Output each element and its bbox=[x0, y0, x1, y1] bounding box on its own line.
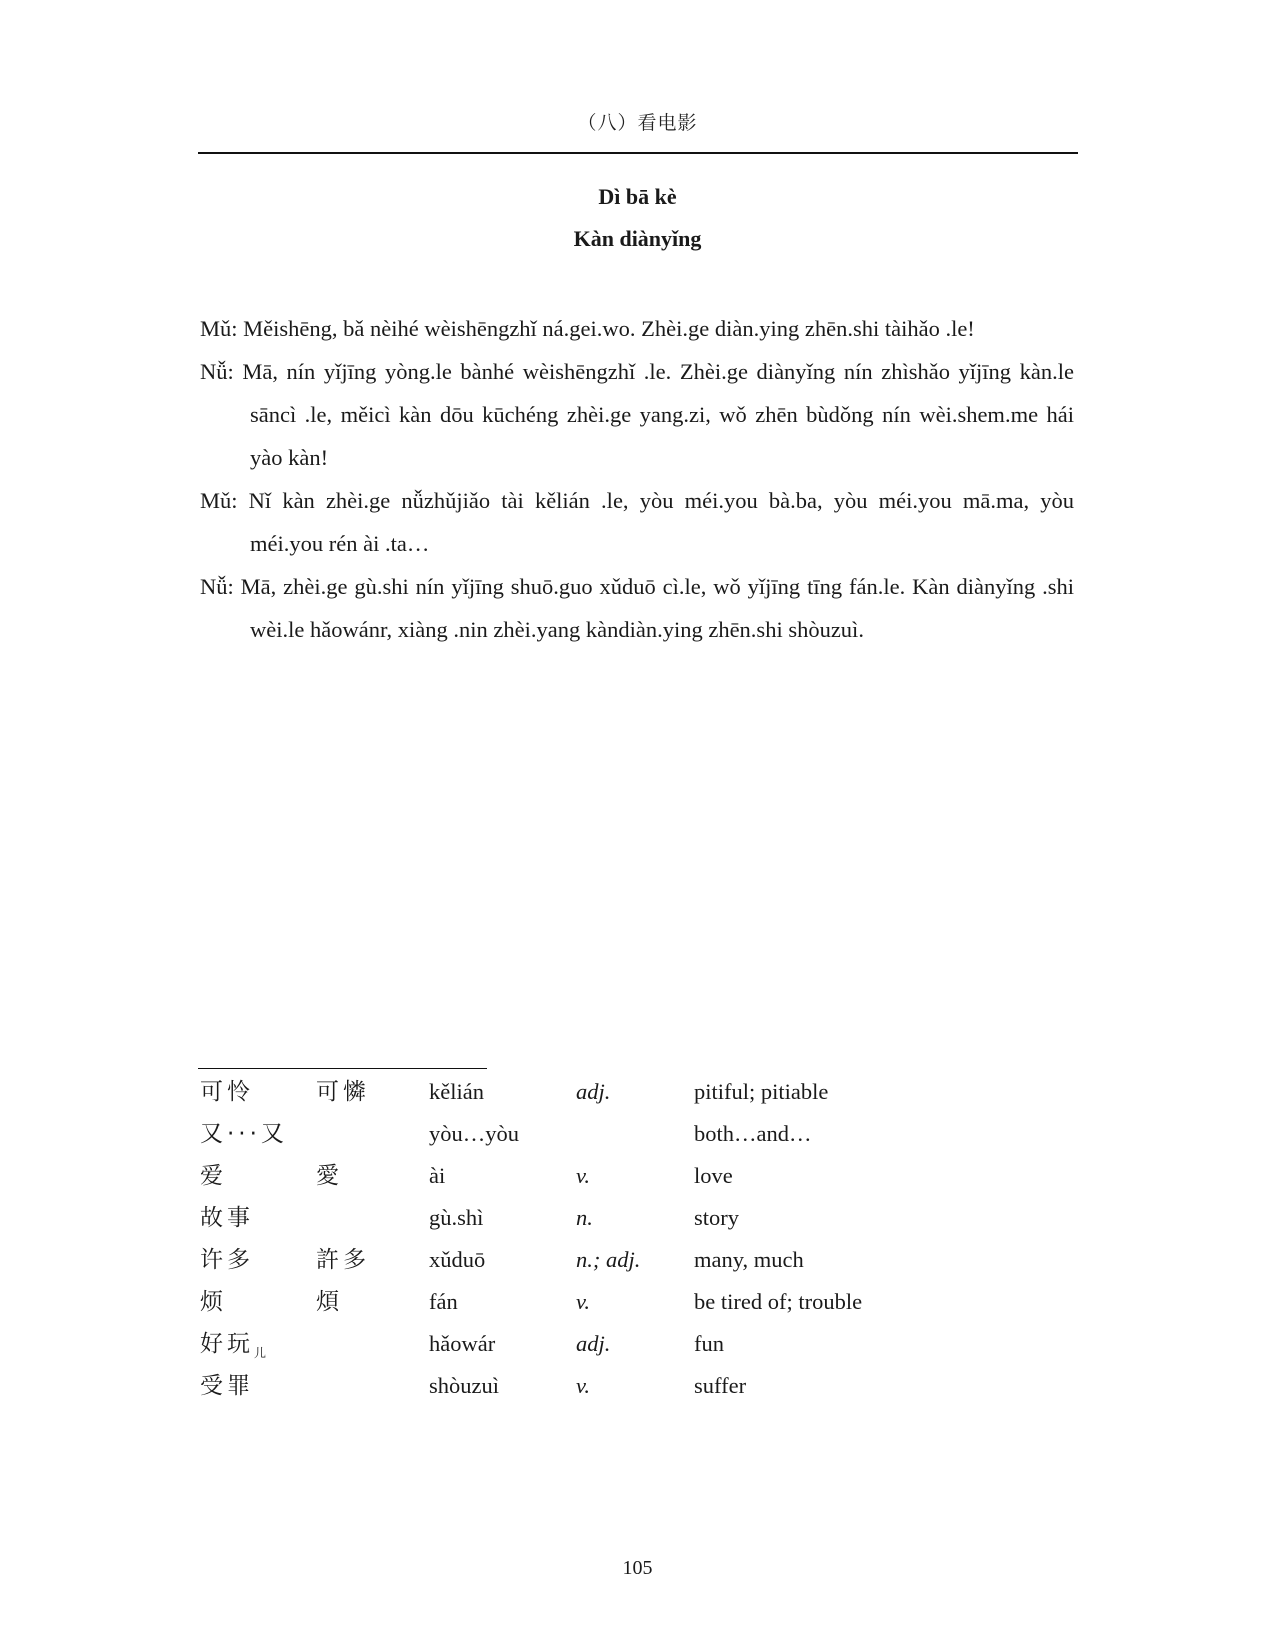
vocab-row bbox=[200, 1242, 920, 1284]
dialogue-turn bbox=[200, 350, 1074, 479]
vocab-pinyin: yòu…yòu bbox=[429, 1121, 519, 1146]
vocab-english: pitiful; pitiable bbox=[694, 1079, 829, 1104]
vocab-part-of-speech: adj. bbox=[576, 1331, 611, 1356]
dialogue-turn bbox=[200, 307, 1074, 350]
vocab-simplified: 受罪 bbox=[200, 1373, 254, 1399]
running-head: （八）看电影 bbox=[577, 113, 698, 134]
vocab-simplified: 故事 bbox=[200, 1205, 254, 1231]
dialogue-turn bbox=[200, 565, 1074, 651]
vocab-simplified bbox=[200, 1326, 266, 1371]
vocab-simplified: 爱 bbox=[200, 1163, 227, 1189]
vocab-simplified: 许多 bbox=[200, 1247, 254, 1273]
vocab-traditional: 愛 bbox=[316, 1163, 343, 1189]
vocab-english: love bbox=[694, 1163, 733, 1188]
vocab-part-of-speech: adj. bbox=[576, 1079, 611, 1104]
vocab-part-of-speech: v. bbox=[576, 1289, 590, 1314]
vocab-english: fun bbox=[694, 1331, 724, 1356]
vocab-part-of-speech: n.; adj. bbox=[576, 1247, 641, 1272]
dialogue-turn bbox=[200, 479, 1074, 565]
vocab-part-of-speech: n. bbox=[576, 1205, 593, 1230]
dialogue-text: Měishēng, bǎ nèihé wèishēngzhǐ ná.gei.wo. Zhèi.ge diàn.ying zhēn.shi tàihǎo .le! bbox=[243, 316, 975, 341]
page-number: 105 bbox=[622, 1557, 653, 1579]
vocab-row bbox=[200, 1326, 920, 1368]
vocab-simplified: 又···又 bbox=[200, 1121, 288, 1147]
vocab-simplified: 可怜 bbox=[200, 1079, 254, 1105]
lesson-number: Dì bā kè bbox=[598, 184, 677, 209]
speaker-label: Nǚ: bbox=[200, 574, 234, 599]
vocab-pinyin: hǎowár bbox=[429, 1331, 496, 1356]
header-rule bbox=[198, 152, 1078, 154]
vocab-pinyin: ài bbox=[429, 1163, 446, 1188]
vocab-english: many, much bbox=[694, 1247, 804, 1272]
vocab-part-of-speech: v. bbox=[576, 1373, 590, 1398]
vocab-row bbox=[200, 1200, 920, 1242]
speaker-label: Nǚ: bbox=[200, 359, 234, 384]
vocab-pinyin: kělián bbox=[429, 1079, 484, 1104]
vocab-traditional: 許多 bbox=[316, 1247, 370, 1273]
vocab-pinyin: xǔduō bbox=[429, 1247, 486, 1272]
vocab-traditional: 可憐 bbox=[316, 1079, 370, 1105]
vocab-simplified: 烦 bbox=[200, 1289, 227, 1315]
vocab-english: suffer bbox=[694, 1373, 747, 1398]
vocabulary-rule bbox=[198, 1068, 487, 1069]
erhua-subscript: 儿 bbox=[254, 1346, 267, 1360]
vocab-row bbox=[200, 1116, 920, 1158]
vocab-english: both…and… bbox=[694, 1121, 812, 1146]
dialogue bbox=[200, 307, 1074, 651]
vocab-row bbox=[200, 1158, 920, 1200]
vocab-traditional: 煩 bbox=[316, 1289, 343, 1315]
vocab-pinyin: gù.shì bbox=[429, 1205, 484, 1230]
vocab-row bbox=[200, 1284, 920, 1326]
vocab-row bbox=[200, 1074, 920, 1116]
dialogue-text: Nǐ kàn zhèi.ge nǚzhǔjiǎo tài kělián .le, yòu méi.you bà.ba, yòu méi.you mā.ma, yòu méi.you rén ài .ta… bbox=[248, 488, 1074, 556]
vocab-pinyin: fán bbox=[429, 1289, 458, 1314]
vocab-simplified-text: 好玩 bbox=[200, 1331, 254, 1357]
vocabulary-list bbox=[200, 1074, 920, 1410]
vocab-english: be tired of; trouble bbox=[694, 1289, 863, 1314]
vocab-english: story bbox=[694, 1205, 739, 1230]
dialogue-text: Mā, zhèi.ge gù.shi nín yǐjīng shuō.guo xǔduō cì.le, wǒ yǐjīng tīng fán.le. Kàn diànyǐng .shi wèi.le hǎowánr, xiàng .nin zhèi.yang kàndiàn.ying zhēn.shi shòuzuì. bbox=[240, 574, 1075, 642]
vocab-pinyin: shòuzuì bbox=[429, 1373, 499, 1398]
vocab-part-of-speech: v. bbox=[576, 1163, 590, 1188]
speaker-label: Mǔ: bbox=[200, 316, 238, 341]
dialogue-text: Mā, nín yǐjīng yòng.le bànhé wèishēngzhǐ .le. Zhèi.ge diànyǐng nín zhìshǎo yǐjīng kàn.le sāncì .le, měicì kàn dōu kūchéng zhèi.ge yang.zi, wǒ zhēn bùdǒng nín wèi.shem.me hái yào kàn! bbox=[242, 359, 1074, 470]
speaker-label: Mǔ: bbox=[200, 488, 238, 513]
vocab-row bbox=[200, 1368, 920, 1410]
lesson-title: Kàn diànyǐng bbox=[573, 226, 702, 251]
